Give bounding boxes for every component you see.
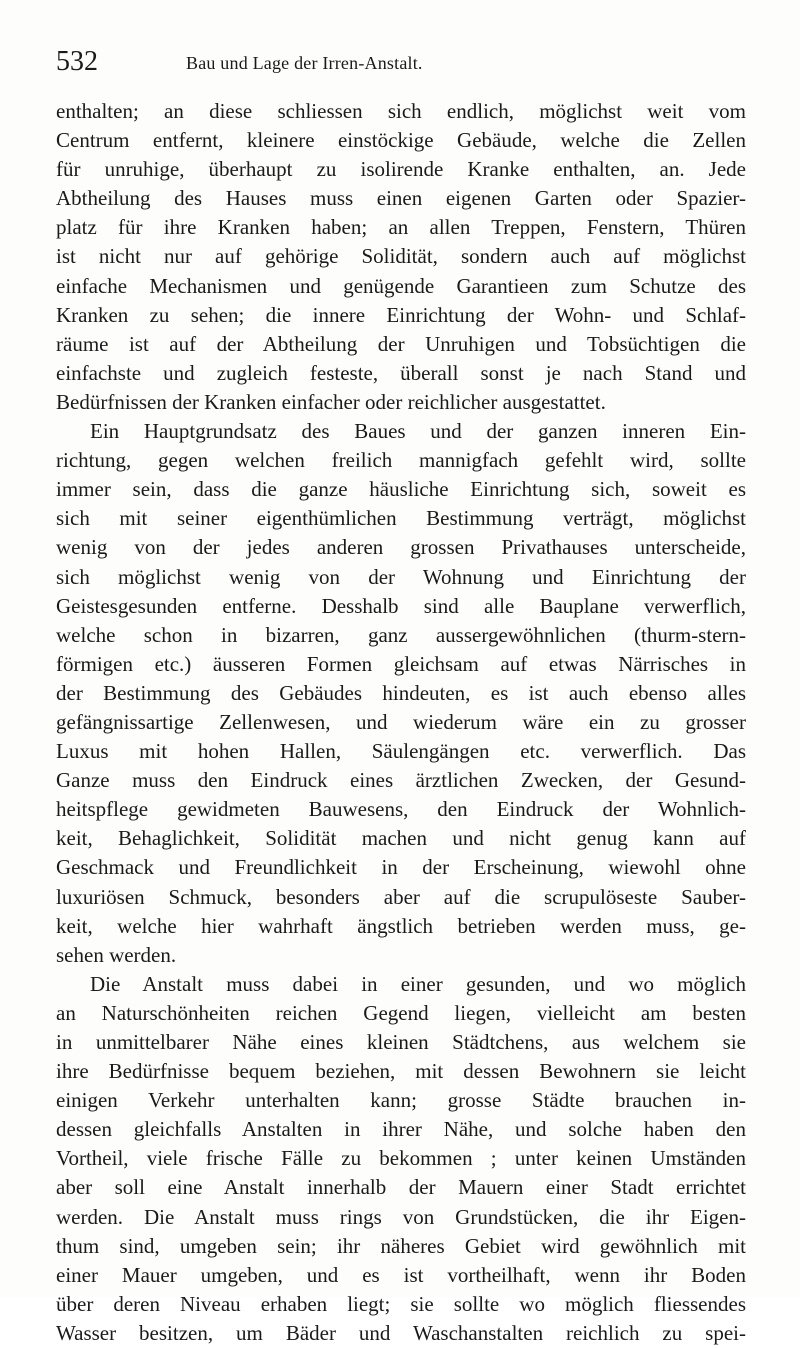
text-line: richtung, gegen welchen freilich mannigfach gefehlt wird, sollte	[56, 448, 746, 473]
text-line: Luxus mit hohen Hallen, Säulengängen etc. verwerflich. Das	[56, 739, 746, 764]
text-line: förmigen etc.) äusseren Formen gleichsam auf etwas Närrisches in	[56, 651, 746, 676]
text-line: Kranken zu sehen; die innere Einrichtung der Wohn- und Schlaf-	[56, 302, 746, 327]
text-line: an Naturschönheiten reichen Gegend liegen, vielleicht am besten	[56, 1000, 746, 1025]
text-line: Ganze muss den Eindruck eines ärztlichen Zwecken, der Gesund-	[56, 768, 746, 793]
text-line: einfachste und zugleich festeste, überall sonst je nach Stand und	[56, 360, 746, 385]
text-line: der Bestimmung des Gebäudes hindeuten, es ist auch ebenso alles	[56, 680, 746, 705]
text-line: luxuriösen Schmuck, besonders aber auf die scrupulöseste Sauber-	[56, 884, 746, 909]
running-head: Bau und Lage der Irren-Anstalt.	[186, 53, 423, 73]
text-line: einfache Mechanismen und genügende Garantieen zum Schutze des	[56, 273, 746, 298]
text-line: platz für ihre Kranken haben; an allen Treppen, Fenstern, Thüren	[56, 215, 746, 240]
page-header	[56, 46, 746, 86]
text-line: Wasser besitzen, um Bäder und Waschanstalten reichlich zu spei-	[56, 1320, 746, 1345]
text-line: Die Anstalt muss dabei in einer gesunden, und wo möglich	[90, 971, 746, 996]
text-line: über deren Niveau erhaben liegt; sie sollte wo möglich fliessendes	[56, 1291, 746, 1316]
text-line: heitspflege gewidmeten Bauwesens, den Eindruck der Wohnlich-	[56, 797, 746, 822]
text-line: in unmittelbarer Nähe eines kleinen Städtchens, aus welchem sie	[56, 1030, 746, 1054]
text-line: einer Mauer umgeben, und es ist vortheilhaft, wenn ihr Boden	[56, 1262, 746, 1287]
text-line: aber soll eine Anstalt innerhalb der Mauern einer Stadt errichtet	[56, 1175, 746, 1200]
text-line: enthalten; an diese schliessen sich endlich, möglichst weit vom	[56, 99, 746, 123]
text-line: sich möglichst wenig von der Wohnung und Einrichtung der	[56, 564, 746, 589]
text-line: ihre Bedürfnisse bequem beziehen, mit dessen Bewohnern sie leicht	[56, 1059, 746, 1084]
text-line: Bedürfnissen der Kranken einfacher oder reichlicher ausgestattet.	[56, 389, 606, 414]
text-line: ist nicht nur auf gehörige Solidität, sondern auch auf möglichst	[56, 244, 746, 269]
text-line: Geistesgesunden entferne. Desshalb sind alle Bauplane verwerflich,	[56, 593, 746, 618]
text-line: keit, welche hier wahrhaft ängstlich betrieben werden muss, ge-	[56, 913, 746, 938]
text-line: keit, Behaglichkeit, Solidität machen und nicht genug kann auf	[56, 826, 746, 851]
text-line: Centrum entfernt, kleinere einstöckige Gebäude, welche die Zellen	[56, 128, 746, 153]
text-line: für unruhige, überhaupt zu isolirende Kranke enthalten, an. Jede	[56, 157, 746, 182]
text-line: Geschmack und Freundlichkeit in der Erscheinung, wiewohl ohne	[56, 855, 746, 880]
text-line: thum sind, umgeben sein; ihr näheres Gebiet wird gewöhnlich mit	[56, 1233, 746, 1258]
text-line: gefängnissartige Zellenwesen, und wiederum wäre ein zu grosser	[56, 709, 746, 734]
text-line: sehen werden.	[56, 942, 177, 967]
text-line: welche schon in bizarren, ganz aussergewöhnlichen (thurm-stern-	[56, 622, 746, 647]
text-line: dessen gleichfalls Anstalten in ihrer Nähe, und solche haben den	[56, 1117, 746, 1142]
text-line: sich mit seiner eigenthümlichen Bestimmung verträgt, möglichst	[56, 506, 746, 531]
text-line: einigen Verkehr unterhalten kann; grosse Städte brauchen in-	[56, 1088, 746, 1113]
page-number: 532	[56, 46, 98, 77]
text-line: räume ist auf der Abtheilung der Unruhigen und Tobsüchtigen die	[56, 331, 746, 356]
text-line: werden. Die Anstalt muss rings von Grundstücken, die ihr Eigen-	[56, 1204, 746, 1229]
text-line: wenig von der jedes anderen grossen Privathauses unterscheide,	[56, 535, 746, 560]
text-line: immer sein, dass die ganze häusliche Einrichtung sich, soweit es	[56, 477, 746, 502]
text-line: Abtheilung des Hauses muss einen eigenen Garten oder Spazier-	[56, 186, 746, 211]
text-line: Ein Hauptgrundsatz des Baues und der ganzen inneren Ein-	[90, 419, 746, 444]
text-line: Vortheil, viele frische Fälle zu bekommen ; unter keinen Umständen	[56, 1146, 746, 1171]
body-text	[56, 97, 746, 1348]
